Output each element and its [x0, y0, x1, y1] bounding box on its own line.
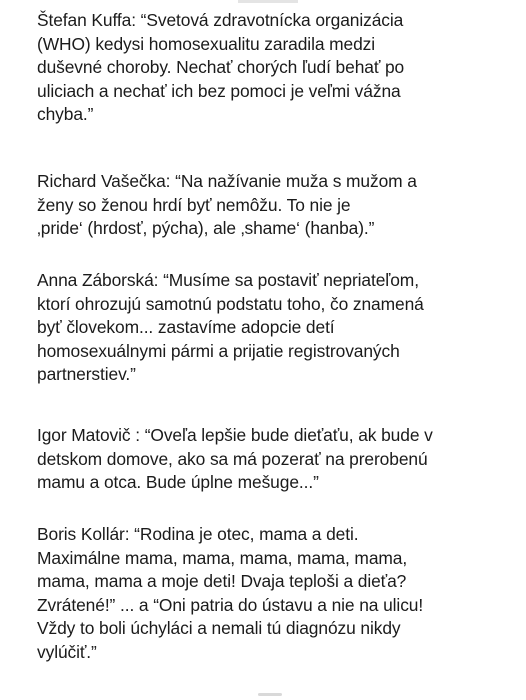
quote-line: ktorí ohrozujú samotnú podstatu toho, čo znamená — [37, 293, 424, 314]
quote-line: mamu a otca. Bude úplne mešuge...” — [37, 472, 319, 492]
quote-line: mama, mama a moje deti! Dvaja teploši a dieťa? — [37, 571, 407, 591]
quote-zaborska — [37, 269, 507, 387]
quote-line: homosexuálnymi pármi a prijatie registrovaných — [37, 340, 400, 361]
quote-line: ‚pride‘ (hrdosť, pýcha), ale ‚shame‘ (hanba).” — [37, 218, 375, 238]
quote-line: Štefan Kuffa: “Svetová zdravotnícka organizácia — [37, 10, 404, 30]
quote-line: partnerstiev.” — [37, 364, 136, 384]
quote-matovic — [37, 424, 507, 495]
quote-vasecka — [37, 170, 507, 241]
quote-line: Igor Matovič : “Oveľa lepšie bude dieťaťu, ak bude v — [37, 425, 433, 445]
quote-line: Maximálne mama, mama, mama, mama, mama, — [37, 547, 408, 568]
quote-line: Boris Kollár: “Rodina je otec, mama a deti. — [37, 524, 359, 544]
quote-line: uliciach a nechať ich bez pomoci je veľmi vážna — [37, 80, 401, 101]
quote-line: duševné choroby. Nechať chorých ľudí behať po — [37, 57, 405, 77]
quote-line: chyba.” — [37, 104, 94, 124]
quote-line: Zvrátené!” ... a “Oni patria do ústavu a nie na ulicu! — [37, 594, 424, 615]
top-edge-mark — [238, 0, 298, 3]
quote-line: byť človekom... zastavíme adopcie detí — [37, 317, 335, 337]
quote-kollar — [37, 523, 507, 664]
quote-line: ženy so ženou hrdí byť nemôžu. To nie je — [37, 194, 351, 215]
quote-line: Richard Vašečka: “Na nažívanie muža s mužom a — [37, 171, 417, 191]
quote-line: Vždy to boli úchyláci a nemali tú diagnózu nikdy — [37, 618, 401, 638]
bottom-edge-mark — [258, 693, 282, 696]
quote-line: vylúčiť.” — [37, 641, 97, 662]
quote-kuffa — [37, 9, 507, 127]
quote-line: Anna Záborská: “Musíme sa postaviť nepriateľom, — [37, 270, 419, 290]
quote-line: detskom domove, ako sa má pozerať na prerobenú — [37, 448, 428, 469]
quote-line: (WHO) kedysi homosexualitu zaradila medzi — [37, 33, 376, 54]
